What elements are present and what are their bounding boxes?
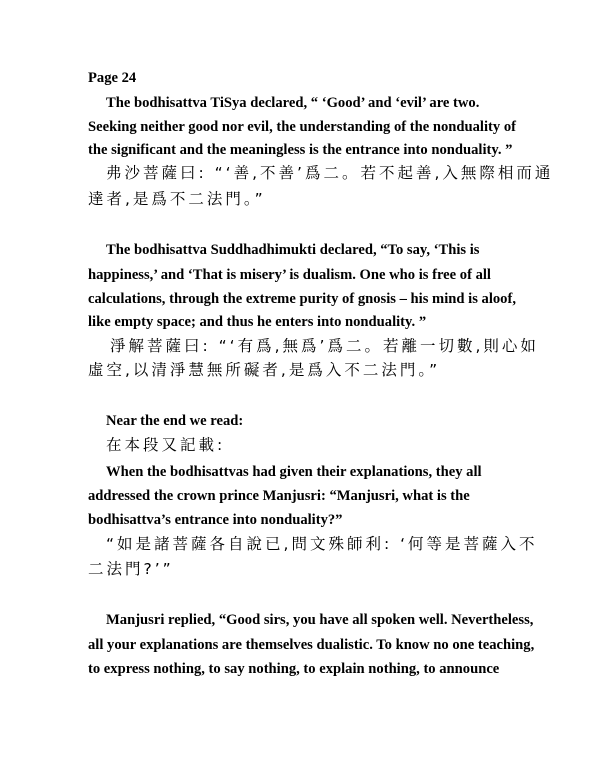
chinese-line: 淨解菩薩曰: “‘有爲,無爲’爲二。若離一切數,則心如 bbox=[110, 337, 539, 355]
chinese-line: “如是諸菩薩各自說已,問文殊師利: ‘何等是菩薩入不 bbox=[106, 535, 538, 553]
paragraph-line: addressed the crown prince Manjusri: “Manjusri, what is the bbox=[88, 488, 470, 504]
paragraph-line: to express nothing, to say nothing, to explain nothing, to announce bbox=[88, 661, 500, 677]
paragraph-line: all your explanations are themselves dualistic. To know no one teaching, bbox=[88, 637, 535, 653]
page-header: Page 24 bbox=[88, 70, 137, 86]
chinese-line: 虛空,以清淨慧無所礙者,是爲入不二法門。” bbox=[88, 361, 441, 379]
paragraph-line: like empty space; and thus he enters into nonduality. ” bbox=[88, 314, 427, 330]
paragraph-line: bodhisattva’s entrance into nonduality?” bbox=[88, 512, 343, 528]
paragraph-line: the significant and the meaningless is the entrance into nonduality. ” bbox=[88, 142, 513, 158]
paragraph-line: The bodhisattva Suddhadhimukti declared, “To say, ‘This is bbox=[106, 242, 480, 258]
paragraph-line: The bodhisattva TiSya declared, “ ‘Good’ and ‘evil’ are two. bbox=[106, 95, 480, 111]
paragraph-line: Manjusri replied, “Good sirs, you have all spoken well. Nevertheless, bbox=[106, 612, 534, 628]
chinese-line: 達者,是爲不二法門。” bbox=[88, 190, 266, 208]
paragraph-line: Seeking neither good nor evil, the understanding of the nonduality of bbox=[88, 119, 517, 135]
chinese-line: 二法門?’” bbox=[88, 560, 174, 578]
paragraph-line: happiness,’ and ‘That is misery’ is dualism. One who is free of all bbox=[88, 267, 491, 283]
paragraph-line: Near the end we read: bbox=[106, 413, 244, 429]
chinese-line: 弗沙菩薩曰: “‘善,不善’爲二。若不起善,入無際相而通 bbox=[106, 164, 554, 182]
chinese-line: 在本段又記載: bbox=[106, 436, 226, 454]
paragraph-line: calculations, through the extreme purity of gnosis – his mind is aloof, bbox=[88, 291, 516, 307]
paragraph-line: When the bodhisattvas had given their explanations, they all bbox=[106, 464, 482, 480]
